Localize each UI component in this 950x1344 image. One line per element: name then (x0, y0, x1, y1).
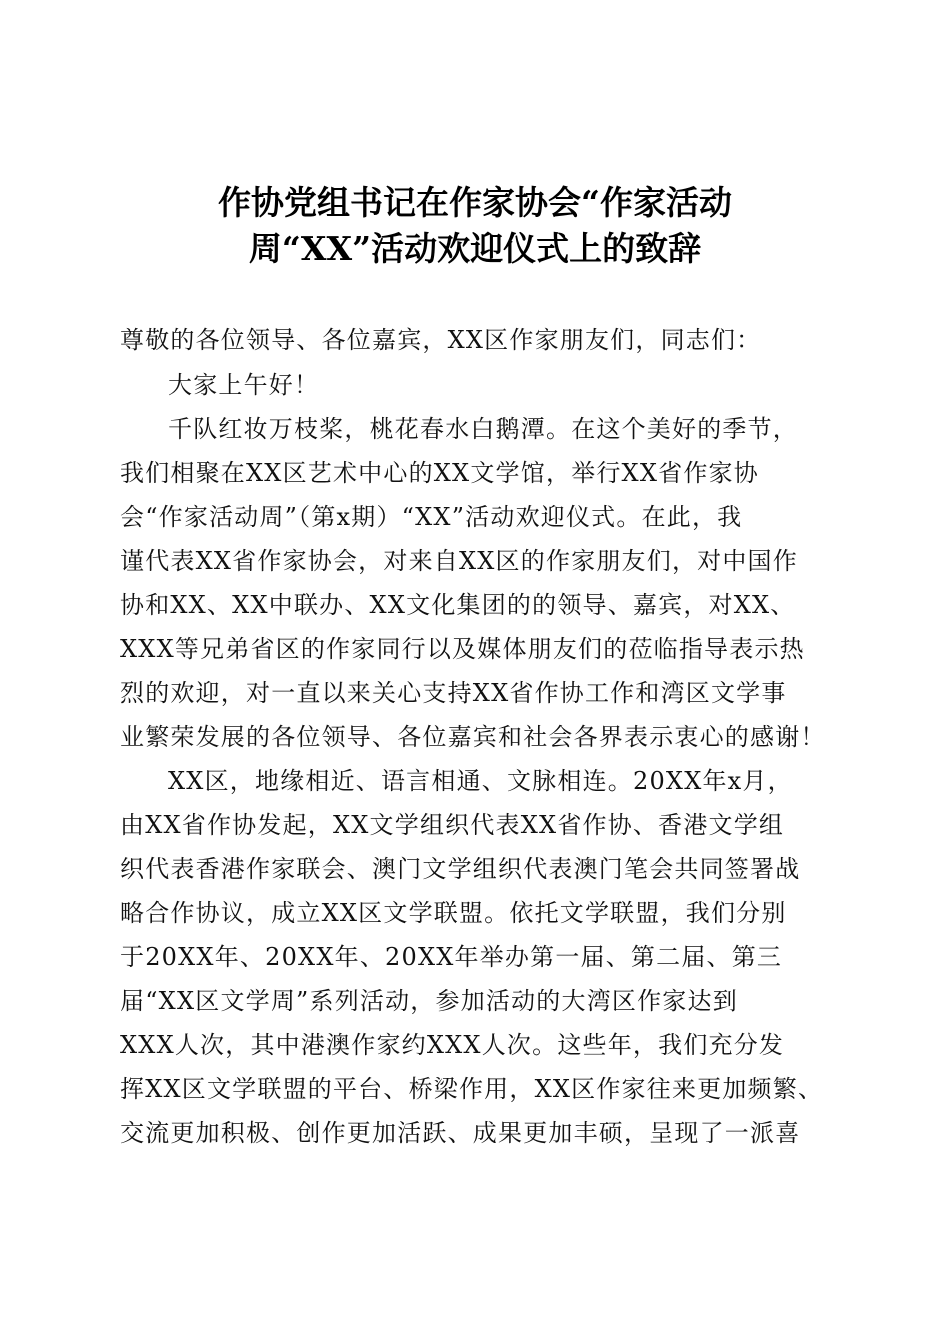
paragraph-2-line-1: XX区，地缘相近、语言相通、文脉相连。20XX年x月， (168, 767, 793, 795)
salutation: 尊敬的各位领导、各位嘉宾，XX区作家朋友们，同志们： (120, 326, 762, 354)
paragraph-2-line-4: 略合作协议，成立XX区文学联盟。依托文学联盟，我们分别 (120, 899, 787, 927)
paragraph-1-line-8: 业繁荣发展的各位领导、各位嘉宾和社会各界表示衷心的感谢！ (120, 723, 826, 751)
document-title-line-1: 作协党组书记在作家协会“作家活动 (218, 183, 732, 222)
greeting: 大家上午好！ (168, 371, 320, 399)
paragraph-1-line-7: 烈的欢迎，对一直以来关心支持XX省作协工作和湾区文学事 (120, 679, 787, 707)
paragraph-2-line-5: 于20XX年、20XX年、20XX年举办第一届、第二届、第三 (120, 943, 783, 971)
paragraph-1-line-5: 协和XX、XX中联办、XX文化集团的的领导、嘉宾，对XX、 (120, 591, 796, 619)
paragraph-2-line-2: 由XX省作协发起，XX文学组织代表XX省作协、香港文学组 (120, 811, 785, 839)
document-title-line-2: 周“XX”活动欢迎仪式上的致辞 (248, 229, 702, 268)
paragraph-1-line-6: XXX等兄弟省区的作家同行以及媒体朋友们的莅临指导表示热 (120, 635, 805, 663)
paragraph-1-line-3: 会“作家活动周”（第x期）“XX”活动欢迎仪式。在此，我 (120, 503, 743, 531)
paragraph-2-line-7: XXX人次，其中港澳作家约XXX人次。这些年，我们充分发 (120, 1031, 785, 1059)
paragraph-1-line-1: 千队红妆万枝桨，桃花春水白鹅潭。在这个美好的季节， (168, 415, 798, 443)
paragraph-2-line-3: 织代表香港作家联会、澳门文学组织代表澳门笔会共同签署战 (120, 855, 801, 883)
paragraph-2-line-9: 交流更加积极、创作更加活跃、成果更加丰硕，呈现了一派喜 (120, 1119, 801, 1147)
paragraph-1-line-2: 我们相聚在XX区艺术中心的XX文学馆，举行XX省作家协 (120, 459, 759, 487)
paragraph-2-line-8: 挥XX区文学联盟的平台、桥梁作用，XX区作家往来更加频繁、 (120, 1075, 824, 1103)
paragraph-2-line-6: 届“XX区文学周”系列活动，参加活动的大湾区作家达到 (120, 987, 738, 1015)
paragraph-1-line-4: 谨代表XX省作家协会，对来自XX区的作家朋友们，对中国作 (120, 547, 798, 575)
